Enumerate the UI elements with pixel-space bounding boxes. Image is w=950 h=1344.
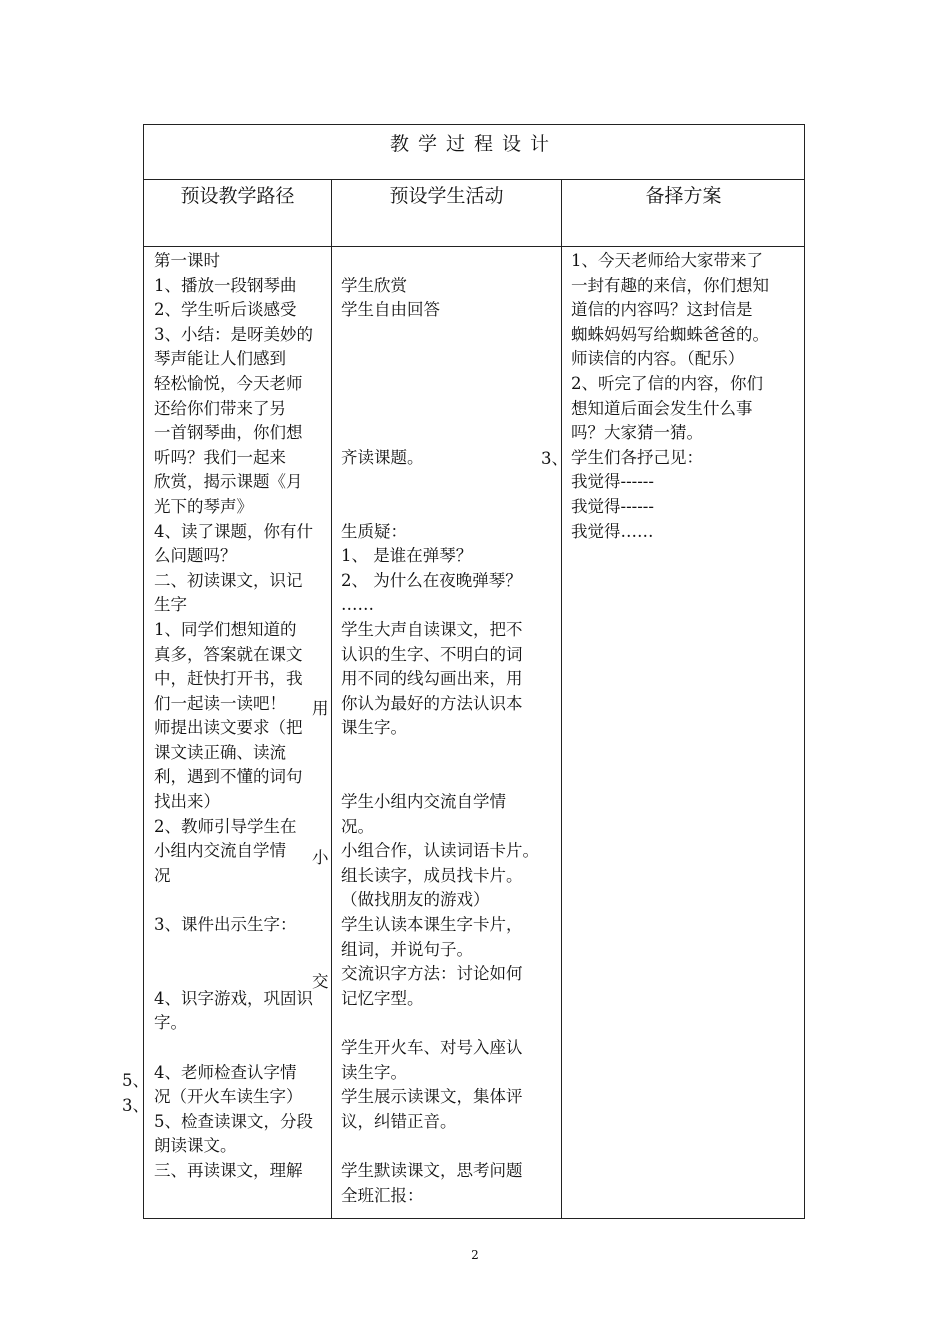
text-line: 学生展示读课文，集体评 <box>341 1087 523 1107</box>
text-line: 生质疑： <box>341 521 407 541</box>
text-line <box>341 741 559 766</box>
text-line: 利，遇到不懂的词句 <box>154 767 303 787</box>
text-line: 你认为最好的方法认识本 <box>341 693 523 713</box>
text-line: 听吗？我们一起来 <box>154 447 286 467</box>
text-line: 4、老师检查认字情 <box>154 1062 297 1082</box>
text-line: 况。 <box>341 816 374 836</box>
text-line: 4、识字游戏，巩固识 <box>154 988 313 1008</box>
page-number: 2 <box>471 1248 479 1262</box>
text-line: 齐读课题。 <box>341 447 424 467</box>
text-line: 组词，并说句子。 <box>341 939 473 959</box>
stray-marker: 5、 <box>122 1071 149 1090</box>
column-divider-1 <box>331 179 332 1218</box>
alternative-plan-cell <box>571 249 803 544</box>
header-student-activity: 预设学生活动 <box>389 185 504 207</box>
text-line: 3、小结：是呀美妙的 <box>154 324 313 344</box>
text-line <box>154 938 330 963</box>
teaching-path-cell <box>154 249 330 1184</box>
text-line: 道信的内容吗？这封信是 <box>571 300 753 320</box>
text-line: 议，纠错正音。 <box>341 1111 457 1131</box>
text-line: 学生小组内交流自学情 <box>341 792 506 812</box>
text-line: 学生自由回答 <box>341 300 440 320</box>
text-line: 学生大声自读课文，把不 <box>341 619 523 639</box>
header-alternative-plan: 备择方案 <box>645 185 722 207</box>
text-line: 5、检查读课文，分段 <box>154 1111 313 1131</box>
text-line: 课文读正确、读流 <box>154 742 286 762</box>
text-line: 想知道后面会发生什么事 <box>571 398 753 418</box>
text-line <box>341 765 559 790</box>
text-line: 学生们各抒己见： <box>571 447 703 467</box>
text-line: 三、再读课文，理解 <box>154 1160 303 1180</box>
text-line: 1、同学们想知道的 <box>154 619 297 639</box>
text-line: 读生字。 <box>341 1062 407 1082</box>
header-divider <box>144 246 804 247</box>
text-line <box>341 421 559 446</box>
text-line: 2、听完了信的内容，你们 <box>571 373 763 393</box>
text-line: 光下的琴声》 <box>154 496 253 516</box>
text-line <box>154 888 330 913</box>
text-line: 课生字。 <box>341 718 407 738</box>
text-line: 3、课件出示生字： <box>154 915 297 935</box>
student-activity-cell <box>341 249 559 1208</box>
text-line <box>341 397 559 422</box>
text-line: 学生认读本课生字卡片， <box>341 915 523 935</box>
text-line: 吗？大家猜一猜。 <box>571 423 703 443</box>
text-line: 1、播放一段钢琴曲 <box>154 275 297 295</box>
text-line: 全班汇报： <box>341 1185 424 1205</box>
text-line: 况（开火车读生字） <box>154 1087 303 1107</box>
text-line <box>341 1011 559 1036</box>
text-line: 2、教师引导学生在 <box>154 816 297 836</box>
text-line: 师读信的内容。（配乐） <box>571 349 745 369</box>
text-line: （做找朋友的游戏） <box>341 890 490 910</box>
text-line: 学生欣赏 <box>341 275 407 295</box>
text-line: 小组内交流自学情 <box>154 841 286 861</box>
text-line: 轻松愉悦，今天老师 <box>154 373 303 393</box>
text-line: 一封有趣的来信，你们想知 <box>571 275 769 295</box>
text-line: 一首钢琴曲，你们想 <box>154 423 303 443</box>
table-title: 教学过程设计 <box>389 133 558 155</box>
text-line <box>341 1134 559 1159</box>
text-line: 蜘蛛妈妈写给蜘蛛爸爸的。 <box>571 324 769 344</box>
text-line <box>341 249 559 274</box>
text-line <box>341 495 559 520</box>
header-teaching-path: 预设教学路径 <box>180 185 295 207</box>
stray-marker: 用 <box>312 699 329 718</box>
text-line: 记忆字型。 <box>341 988 424 1008</box>
text-line: 还给你们带来了另 <box>154 398 286 418</box>
text-line <box>341 323 559 348</box>
text-line: 小组合作，认读词语卡片。 <box>341 841 539 861</box>
text-line: 我觉得------ <box>571 472 654 492</box>
text-line: 么问题吗？ <box>154 546 237 566</box>
text-line: 师提出读文要求（把 <box>154 718 303 738</box>
text-line: 找出来） <box>154 792 220 812</box>
text-line <box>341 372 559 397</box>
stray-marker: 小 <box>312 848 329 867</box>
text-line: 字。 <box>154 1013 187 1033</box>
text-line <box>154 1036 330 1061</box>
text-line: 我觉得------ <box>571 496 654 516</box>
text-line: 我觉得…… <box>571 521 654 541</box>
text-line: 二、初读课文，识记 <box>154 570 303 590</box>
stray-marker: 交 <box>312 972 329 991</box>
text-line: 1、 是谁在弹琴？ <box>341 546 473 566</box>
text-line: 学生开火车、对号入座认 <box>341 1038 523 1057</box>
text-line: 交流识字方法：讨论如何 <box>341 964 523 984</box>
text-line: 2、 为什么在夜晚弹琴？ <box>341 570 522 590</box>
text-line: 中，赶快打开书，我 <box>154 669 303 689</box>
text-line: 况 <box>154 865 171 885</box>
text-line: 朗读课文。 <box>154 1136 237 1156</box>
text-line: 4、读了课题，你有什 <box>154 521 313 541</box>
stray-marker: 3、 <box>541 449 568 468</box>
text-line: 琴声能让人们感到 <box>154 349 286 369</box>
text-line: …… <box>341 595 374 615</box>
text-line: 学生默读课文，思考问题 <box>341 1160 523 1180</box>
text-line: 1、今天老师给大家带来了 <box>571 251 763 270</box>
text-line: 欣赏，揭示课题《月 <box>154 472 303 492</box>
text-line <box>341 347 559 372</box>
text-line <box>154 962 330 987</box>
text-line: 们一起读一读吧！ <box>154 693 286 713</box>
text-line: 第一课时 <box>154 251 220 270</box>
text-line: 用不同的线勾画出来，用 <box>341 669 523 689</box>
text-line: 2、学生听后谈感受 <box>154 300 297 320</box>
text-line: 生字 <box>154 595 187 615</box>
text-line: 真多，答案就在课文 <box>154 644 303 664</box>
column-divider-2 <box>561 179 562 1218</box>
lesson-plan-table <box>143 124 805 1219</box>
text-line: 认识的生字、不明白的词 <box>341 644 523 664</box>
title-divider <box>144 179 804 180</box>
text-line: 组长读字，成员找卡片。 <box>341 865 523 885</box>
stray-marker: 3、 <box>122 1096 149 1115</box>
text-line <box>341 470 559 495</box>
